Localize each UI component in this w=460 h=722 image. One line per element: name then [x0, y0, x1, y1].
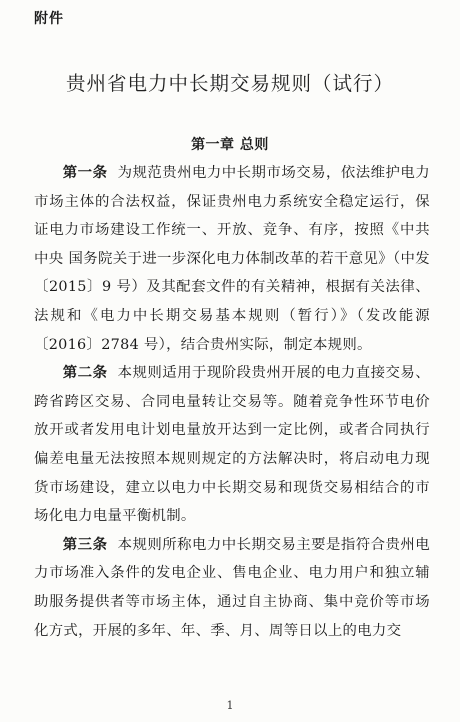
attachment-label: 附件 [34, 11, 64, 27]
page-number: 1 [226, 699, 234, 712]
article-2-label: 第二条 [62, 365, 108, 382]
article-3 [34, 531, 430, 645]
article-3-label: 第三条 [62, 536, 108, 553]
article-3-text: 本规则所称电力中长期交易主要是指符合贵州电力市场准入条件的发电企业、售电企业、电力用户和独立辅助服务提供者等市场主体，通过自主协商、集中竞价等市场化方式，开展的多年、年、季、月、周等日以上的电力交 [34, 536, 430, 639]
document-title: 贵州省电力中长期交易规则（试行） [65, 72, 394, 95]
article-1-label: 第一条 [62, 165, 108, 181]
article-2 [34, 359, 430, 531]
article-1-text: 为规范贵州电力中长期市场交易，依法维护电力市场主体的合法权益，保证贵州电力系统安全稳定运行，保证电力市场建设工作统一、开放、竞争、有序，按照《中共中央 国务院关于进一步深化电力体制改革的若干意见》（中发〔2015〕9 号）及其配套文件的有关精神，根据有关法律、法规和《电力中长期交易基本规则（暂行）》（发改能源〔2016〕2784 号），结合贵州实际，制定本规则。 [34, 165, 430, 353]
document-body [34, 159, 430, 645]
article-1 [34, 159, 430, 359]
chapter-heading: 第一章 总则 [191, 137, 269, 153]
article-2-text: 本规则适用于现阶段贵州开展的电力直接交易、跨省跨区交易、合同电量转让交易等。随着竞争性环节电价放开或者发用电计划电量放开达到一定比例，或者合同执行偏差电量无法按照本规则规定的方法解决时，将启动电力现货市场建设，建立以电力中长期交易和现货交易相结合的市场化电力电量平衡机制。 [34, 365, 430, 525]
